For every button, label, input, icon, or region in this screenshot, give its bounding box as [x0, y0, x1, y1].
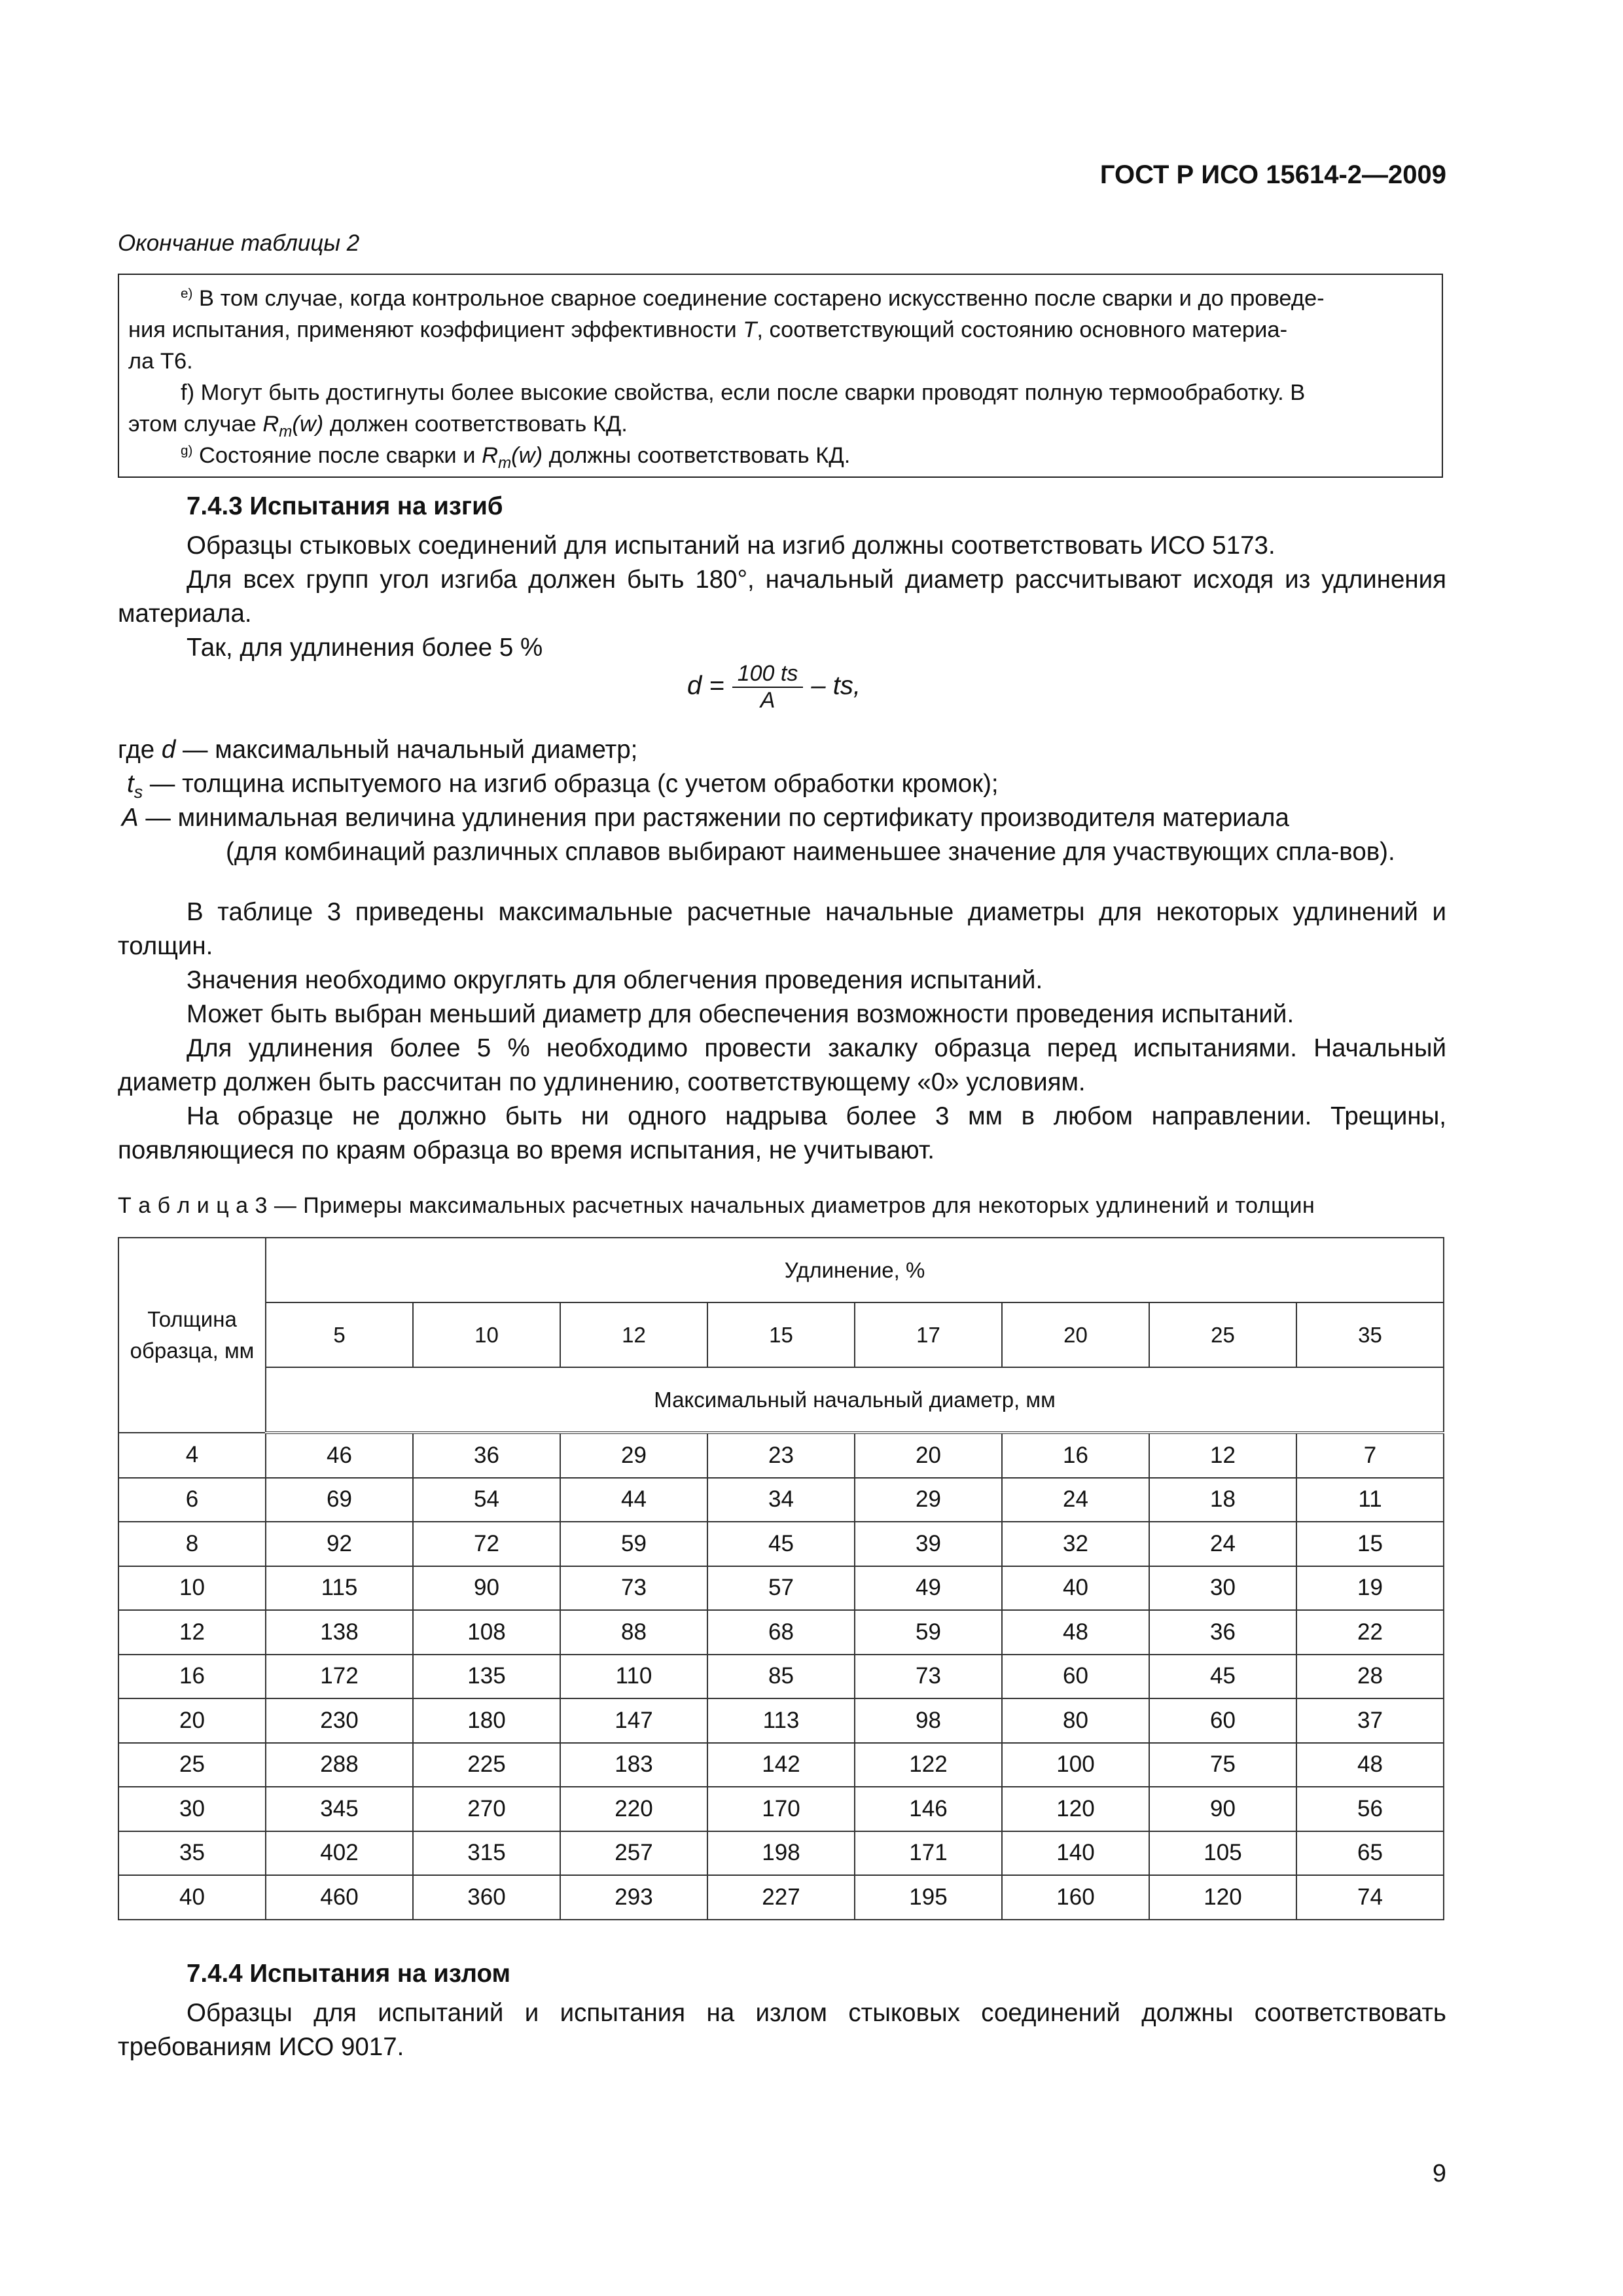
thickness-cell: 10 — [118, 1566, 266, 1611]
thickness-cell: 25 — [118, 1743, 266, 1787]
diameter-cell: 59 — [560, 1522, 707, 1566]
formula-denominator: A — [760, 688, 776, 713]
diameter-cell: 7 — [1296, 1433, 1444, 1478]
table2-footnotes — [118, 274, 1443, 478]
diameter-cell: 29 — [560, 1433, 707, 1478]
diameter-cell: 16 — [1002, 1433, 1149, 1478]
diameter-cell: 270 — [413, 1787, 560, 1831]
diameter-cell: 402 — [266, 1831, 413, 1876]
diameter-cell: 288 — [266, 1743, 413, 1787]
elongation-header-cell: 35 — [1296, 1302, 1444, 1367]
paragraph: На образце не должно быть ни одного надрыва более 3 мм в любом направлении. Трещины, появляющиеся по краям образца во время испытания, не учитывают. — [118, 1102, 1446, 1164]
table-row — [118, 1787, 1444, 1831]
diameter-cell: 29 — [855, 1478, 1002, 1522]
section-heading-7-4-3: 7.4.3 Испытания на изгиб — [187, 492, 503, 520]
section-7-4-3 — [118, 490, 1446, 665]
diameter-cell: 230 — [266, 1698, 413, 1743]
diameter-cell: 24 — [1149, 1522, 1296, 1566]
section-heading-7-4-4: 7.4.4 Испытания на излом — [187, 1960, 510, 1988]
diameter-cell: 315 — [413, 1831, 560, 1876]
diameter-cell: 171 — [855, 1831, 1002, 1876]
diameter-cell: 30 — [1149, 1566, 1296, 1611]
elongation-header-cell: 25 — [1149, 1302, 1296, 1367]
diameter-cell: 45 — [1149, 1655, 1296, 1699]
formula-legend — [118, 733, 1446, 869]
diameter-cell: 85 — [707, 1655, 855, 1699]
diameter-cell: 140 — [1002, 1831, 1149, 1876]
thickness-cell: 40 — [118, 1875, 266, 1920]
diameter-cell: 225 — [413, 1743, 560, 1787]
diameter-cell: 40 — [1002, 1566, 1149, 1611]
elongation-header-cell: 20 — [1002, 1302, 1149, 1367]
diameter-cell: 44 — [560, 1478, 707, 1522]
diameter-cell: 32 — [1002, 1522, 1149, 1566]
diameter-cell: 20 — [855, 1433, 1002, 1478]
table-continuation-label: Окончание таблицы 2 — [118, 230, 360, 256]
diameter-cell: 345 — [266, 1787, 413, 1831]
diameter-cell: 69 — [266, 1478, 413, 1522]
row-header-thickness: Толщина образца, мм — [118, 1238, 266, 1433]
paragraph: Для всех групп угол изгиба должен быть 180°, начальный диаметр рассчитывают исходя из удлинения материала. — [118, 565, 1446, 628]
elongation-header-cell: 5 — [266, 1302, 413, 1367]
diameter-cell: 120 — [1002, 1787, 1149, 1831]
header-max-diameter: Максимальный начальный диаметр, мм — [266, 1367, 1444, 1433]
formula-fraction — [732, 661, 804, 713]
diameter-cell: 48 — [1296, 1743, 1444, 1787]
table-row — [118, 1655, 1444, 1699]
table-row — [118, 1743, 1444, 1787]
diameter-cell: 146 — [855, 1787, 1002, 1831]
thickness-cell: 8 — [118, 1522, 266, 1566]
diameter-cell: 73 — [855, 1655, 1002, 1699]
diameter-cell: 60 — [1002, 1655, 1149, 1699]
table-row — [118, 1566, 1444, 1611]
diameter-cell: 75 — [1149, 1743, 1296, 1787]
thickness-cell: 4 — [118, 1433, 266, 1478]
diameter-cell: 46 — [266, 1433, 413, 1478]
diameter-cell: 360 — [413, 1875, 560, 1920]
section-7-4-4 — [118, 1957, 1446, 2064]
formula-numerator: 100 ts — [732, 661, 804, 688]
table-row — [118, 1610, 1444, 1655]
diameter-cell: 195 — [855, 1875, 1002, 1920]
diameter-cell: 60 — [1149, 1698, 1296, 1743]
paragraph: Образцы стыковых соединений для испытаний на изгиб должны соответствовать ИСО 5173. — [187, 531, 1275, 560]
diameter-cell: 227 — [707, 1875, 855, 1920]
formula-rhs: – ts, — [811, 671, 861, 700]
diameter-cell: 65 — [1296, 1831, 1444, 1876]
diameter-cell: 80 — [1002, 1698, 1149, 1743]
diameter-cell: 98 — [855, 1698, 1002, 1743]
table-row — [118, 1875, 1444, 1920]
paragraph: Значения необходимо округлять для облегчения проведения испытаний. — [187, 966, 1043, 994]
diameter-cell: 72 — [413, 1522, 560, 1566]
diameter-cell: 48 — [1002, 1610, 1149, 1655]
diameter-cell: 172 — [266, 1655, 413, 1699]
diameter-cell: 257 — [560, 1831, 707, 1876]
thickness-cell: 35 — [118, 1831, 266, 1876]
paragraph: В таблице 3 приведены максимальные расчетные начальные диаметры для некоторых удлинений и толщин. — [118, 898, 1446, 960]
diameter-cell: 36 — [413, 1433, 560, 1478]
diameter-cell: 147 — [560, 1698, 707, 1743]
diameter-cell: 105 — [1149, 1831, 1296, 1876]
diameter-cell: 18 — [1149, 1478, 1296, 1522]
elongation-header-cell: 15 — [707, 1302, 855, 1367]
thickness-cell: 6 — [118, 1478, 266, 1522]
diameter-cell: 37 — [1296, 1698, 1444, 1743]
diameter-cell: 293 — [560, 1875, 707, 1920]
table-row — [118, 1522, 1444, 1566]
elongation-header-cell: 12 — [560, 1302, 707, 1367]
table-row — [118, 1433, 1444, 1478]
diameter-cell: 90 — [1149, 1787, 1296, 1831]
diameter-cell: 160 — [1002, 1875, 1149, 1920]
diameter-cell: 11 — [1296, 1478, 1444, 1522]
diameter-cell: 135 — [413, 1655, 560, 1699]
diameter-cell: 34 — [707, 1478, 855, 1522]
diameter-cell: 100 — [1002, 1743, 1149, 1787]
legend-d: где d — максимальный начальный диаметр; — [118, 736, 638, 764]
elongation-values-row — [118, 1302, 1444, 1367]
diameter-cell: 23 — [707, 1433, 855, 1478]
legend-ts: $t_s$ — толщина испытуемого на изгиб образца (с учетом обработки кромок); — [127, 770, 999, 802]
thickness-cell: 16 — [118, 1655, 266, 1699]
diameter-cell: 198 — [707, 1831, 855, 1876]
legend-a: A — минимальная величина удлинения при растяжении по сертификату производителя материала — [122, 804, 1289, 832]
diameter-cell: 220 — [560, 1787, 707, 1831]
thickness-cell: 20 — [118, 1698, 266, 1743]
table-row — [118, 1698, 1444, 1743]
footnote-e-line1: $^{e)}$ В том случае, когда контрольное сварное соединение состарено искусственно после сварки и до проведе- — [181, 285, 1325, 311]
diameter-cell: 142 — [707, 1743, 855, 1787]
diameter-cell: 115 — [266, 1566, 413, 1611]
bend-diameter-formula — [687, 661, 861, 713]
diameter-cell: 49 — [855, 1566, 1002, 1611]
diameter-cell: 57 — [707, 1566, 855, 1611]
elongation-header-cell: 10 — [413, 1302, 560, 1367]
diameter-cell: 110 — [560, 1655, 707, 1699]
diameter-cell: 24 — [1002, 1478, 1149, 1522]
header-elongation: Удлинение, % — [266, 1238, 1444, 1302]
diameter-cell: 180 — [413, 1698, 560, 1743]
footnote-e-line2: ния испытания, применяют коэффициент эффективности T, соответствующий состоянию основного материа- — [128, 317, 1288, 342]
diameter-cell: 59 — [855, 1610, 1002, 1655]
table3-bend-diameters — [118, 1237, 1444, 1920]
diameter-cell: 170 — [707, 1787, 855, 1831]
diameter-cell: 108 — [413, 1610, 560, 1655]
elongation-header-cell: 17 — [855, 1302, 1002, 1367]
diameter-cell: 73 — [560, 1566, 707, 1611]
section-7-4-3-continued — [118, 895, 1446, 1168]
diameter-cell: 120 — [1149, 1875, 1296, 1920]
table3-caption: Т а б л и ц а 3 — Примеры максимальных расчетных начальных диаметров для некоторых удлинений и толщин — [118, 1193, 1315, 1218]
footnote-f-line2: этом случае $R_m(w)$ должен соответствовать КД. — [128, 412, 628, 441]
diameter-cell: 15 — [1296, 1522, 1444, 1566]
diameter-cell: 113 — [707, 1698, 855, 1743]
diameter-cell: 92 — [266, 1522, 413, 1566]
paragraph: Может быть выбран меньший диаметр для обеспечения возможности проведения испытаний. — [187, 1000, 1294, 1028]
table-row — [118, 1478, 1444, 1522]
diameter-cell: 12 — [1149, 1433, 1296, 1478]
diameter-cell: 54 — [413, 1478, 560, 1522]
formula-lhs: d = — [687, 671, 724, 700]
diameter-cell: 28 — [1296, 1655, 1444, 1699]
legend-a-continuation: (для комбинаций различных сплавов выбирают наименьшее значение для участвующих спла-вов). — [226, 838, 1395, 866]
diameter-cell: 90 — [413, 1566, 560, 1611]
page-number: 9 — [1432, 2160, 1446, 2187]
diameter-cell: 56 — [1296, 1787, 1444, 1831]
footnote-g-line1: $^{g)}$ Состояние после сварки и $R_m(w)$ должны соответствовать КД. — [181, 442, 851, 473]
paragraph: Образцы для испытаний и испытания на излом стыковых соединений должны соответствовать требованиям ИСО 9017. — [118, 1999, 1446, 2061]
footnote-f-line1: f) Могут быть достигнуты более высокие свойства, если после сварки проводят полную термообработку. В — [181, 380, 1306, 405]
diameter-cell: 138 — [266, 1610, 413, 1655]
diameter-cell: 122 — [855, 1743, 1002, 1787]
standard-designation: ГОСТ Р ИСО 15614-2—2009 — [1099, 160, 1446, 189]
diameter-cell: 45 — [707, 1522, 855, 1566]
diameter-cell: 39 — [855, 1522, 1002, 1566]
diameter-cell: 460 — [266, 1875, 413, 1920]
diameter-cell: 22 — [1296, 1610, 1444, 1655]
footnote-e-line3: ла Т6. — [128, 349, 193, 374]
thickness-cell: 30 — [118, 1787, 266, 1831]
paragraph: Так, для удлинения более 5 % — [187, 634, 543, 662]
table-row — [118, 1831, 1444, 1876]
diameter-cell: 74 — [1296, 1875, 1444, 1920]
diameter-cell: 68 — [707, 1610, 855, 1655]
diameter-cell: 19 — [1296, 1566, 1444, 1611]
diameter-cell: 36 — [1149, 1610, 1296, 1655]
paragraph: Для удлинения более 5 % необходимо провести закалку образца перед испытаниями. Начальный диаметр должен быть рассчитан по удлинению, соответствующему «0» условиям. — [118, 1034, 1446, 1096]
diameter-cell: 183 — [560, 1743, 707, 1787]
diameter-cell: 88 — [560, 1610, 707, 1655]
table3-body — [118, 1433, 1444, 1920]
thickness-cell: 12 — [118, 1610, 266, 1655]
